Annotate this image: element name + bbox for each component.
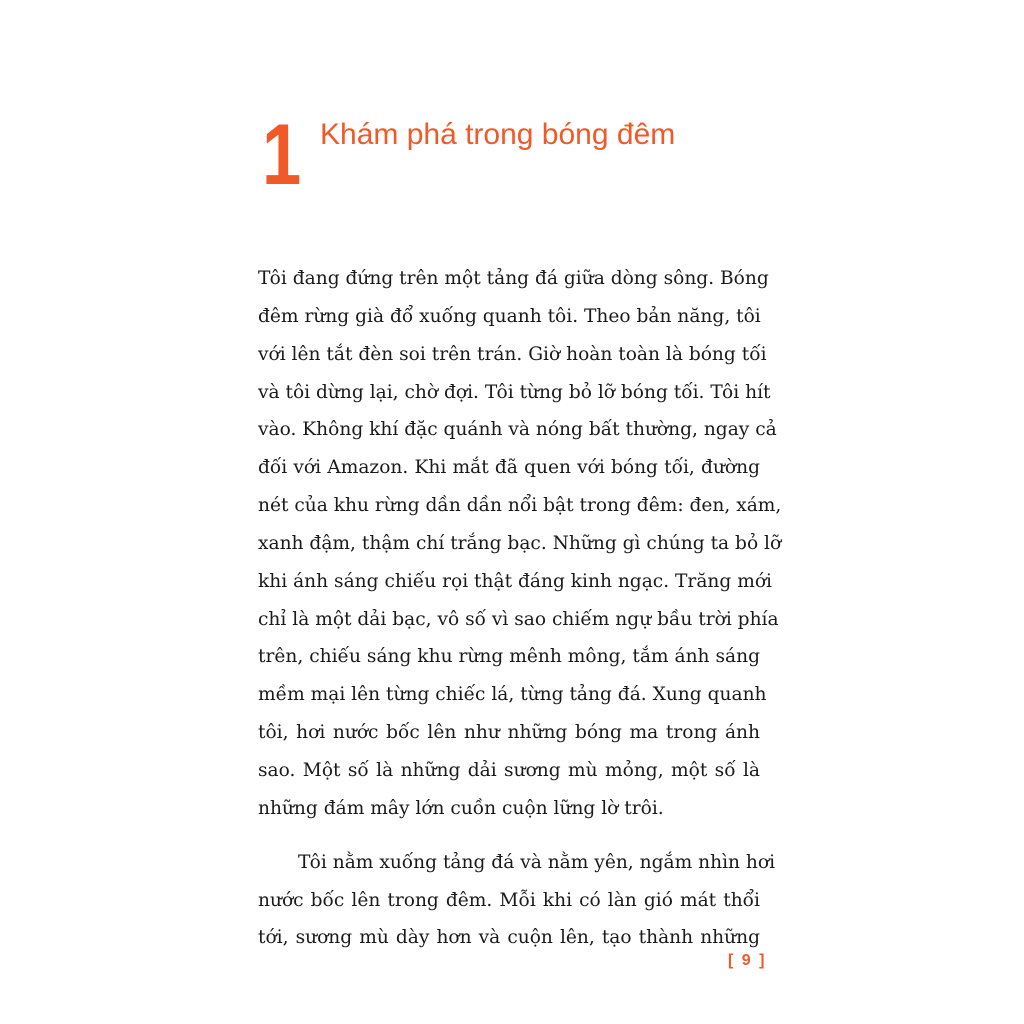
text-line: tới, sương mù dày hơn và cuộn lên, tạo thành những xyxy=(258,927,760,949)
body-text xyxy=(258,260,782,957)
text-line: Tôi đang đứng trên một tảng đá giữa dòng sông. Bóng xyxy=(258,268,769,289)
text-line: tôi, hơi nước bốc lên như những bóng ma trong ánh xyxy=(258,722,760,744)
paragraph-2 xyxy=(258,844,776,958)
text-line: Tôi nằm xuống tảng đá và nằm yên, ngắm nhìn hơi xyxy=(298,851,776,873)
paragraph-1 xyxy=(258,260,782,828)
text-line: nước bốc lên trong đêm. Mỗi khi có làn gió mát thổi xyxy=(258,889,760,911)
text-line: trên, chiếu sáng khu rừng mênh mông, tắm ánh sáng xyxy=(258,646,760,668)
text-line: vào. Không khí đặc quánh và nóng bất thường, ngay cả xyxy=(258,419,777,441)
text-line: mềm mại lên từng chiếc lá, từng tảng đá. Xung quanh xyxy=(258,684,767,706)
text-line: xanh đậm, thậm chí trắng bạc. Những gì chúng ta bỏ lỡ xyxy=(258,532,782,554)
text-line: nét của khu rừng dần dần nổi bật trong đêm: đen, xám, xyxy=(258,495,782,517)
text-line: chỉ là một dải bạc, vô số vì sao chiếm ngự bầu trời phía xyxy=(258,608,779,630)
text-line: khi ánh sáng chiếu rọi thật đáng kinh ngạc. Trăng mới xyxy=(258,570,772,592)
chapter-title: Khám phá trong bóng đêm xyxy=(320,118,676,151)
text-line: sao. Một số là những dải sương mù mỏng, một số là xyxy=(258,759,760,781)
text-line: và tôi dừng lại, chờ đợi. Tôi từng bỏ lỡ bóng tối. Tôi hít xyxy=(258,381,771,403)
page-number: [ 9 ] xyxy=(728,952,767,969)
text-line: những đám mây lớn cuồn cuộn lững lờ trôi. xyxy=(258,797,664,819)
paragraph-gap xyxy=(258,828,760,844)
text-line: đối với Amazon. Khi mắt đã quen với bóng tối, đường xyxy=(258,457,760,479)
chapter-number: 1 xyxy=(262,107,302,203)
text-line: đêm rừng già đổ xuống quanh tôi. Theo bản năng, tôi xyxy=(258,305,761,327)
text-line: với lên tắt đèn soi trên trán. Giờ hoàn toàn là bóng tối xyxy=(258,343,767,365)
